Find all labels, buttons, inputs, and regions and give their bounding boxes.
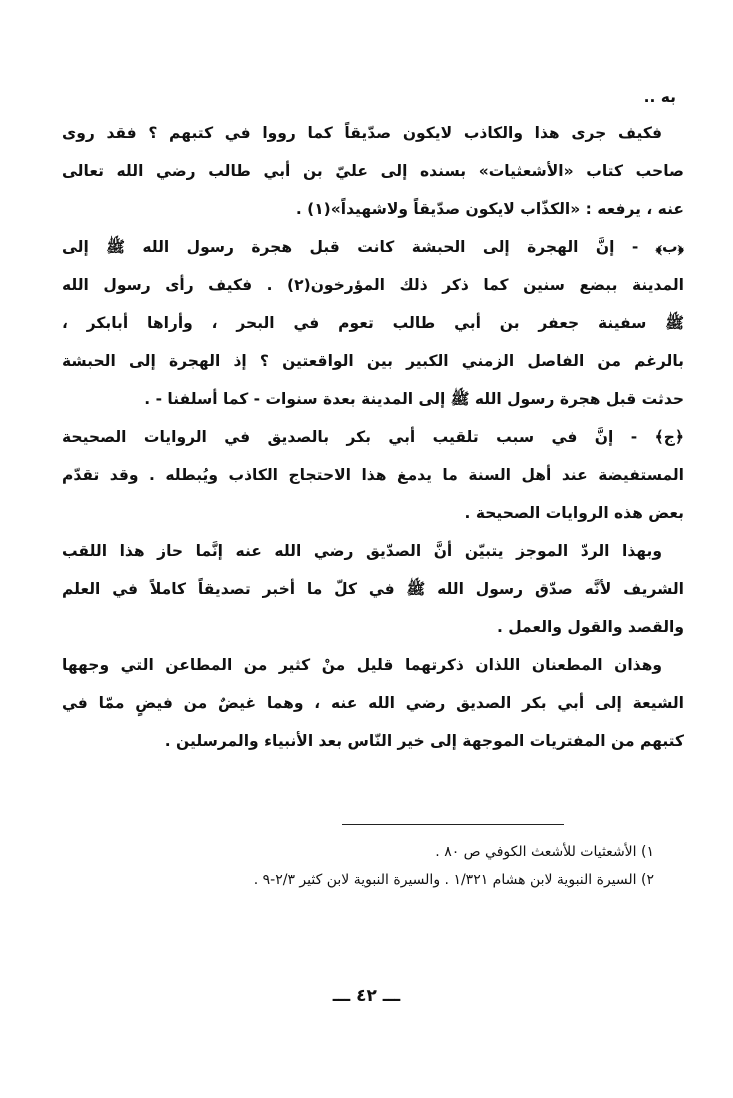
footnotes [62, 838, 654, 894]
text-line-18: كتبهم من المفتريات الموجهة إلى خير النّاس بعد الأنبياء والمرسلين . [164, 732, 684, 750]
text-line-1: به .. [643, 88, 676, 106]
text-line-6: المدينة ببضع سنين كما ذكر ذلك المؤرخون(٢) . فكيف رأى رسول الله [62, 276, 684, 294]
text-line-10: ﴿ج﴾ - إنَّ في سبب تلقيب أبي بكر بالصديق في الروايات الصحيحة [62, 428, 684, 446]
page-number: ـــ ٤٢ ـــ [332, 986, 401, 1006]
text-line-16: وهذان المطعنان اللذان ذكرتهما قليل منْ كثير من المطاعن التي وجهها [62, 656, 662, 674]
text-line-11: المستفيضة عند أهل السنة ما يدمغ هذا الاحتجاج الكاذب ويُبطله . وقد تقدّم [62, 466, 684, 484]
text-line-15: والقصد والقول والعمل . [496, 618, 684, 636]
footnote-2: ٢) السيرة النبوية لابن هشام ١/٣٢١ . والسيرة النبوية لابن كثير ٢/٣-٩ . [253, 872, 654, 888]
text-line-2: فكيف جرى هذا والكاذب لايكون صدّيقاً كما رووا في كتبهم ؟ فقد روى [62, 124, 662, 142]
footnote-divider [342, 824, 564, 825]
text-line-17: الشيعة إلى أبي بكر الصديق رضي الله عنه ، وهما غيضٌ من فيضٍ ممّا في [62, 694, 684, 712]
text-line-12: بعض هذه الروايات الصحيحة . [464, 504, 684, 522]
text-line-3: صاحب كتاب «الأشعثيات» بسنده إلى عليّ بن أبي طالب رضي الله تعالى [62, 162, 684, 180]
text-line-8: بالرغم من الفاصل الزمني الكبير بين الواقعتين ؟ إذ الهجرة إلى الحبشة [62, 352, 684, 370]
main-text [62, 78, 684, 760]
text-line-4: عنه ، يرفعه : «الكذّاب لايكون صدّيقاً ولاشهيداً»(١) . [295, 200, 684, 218]
text-line-7: ﷺ سفينة جعفر بن أبي طالب تعوم في البحر ، وأراها أبابكر ، [62, 314, 684, 332]
text-line-14: الشريف لأنَّه صدّق رسول الله ﷺ في كلّ ما أخبر تصديقاً كاملاً في العلم [62, 580, 684, 598]
footnote-1: ١) الأشعثيات للأشعث الكوفي ص ٨٠ . [435, 844, 654, 860]
text-line-9: حدثت قبل هجرة رسول الله ﷺ إلى المدينة بعدة سنوات - كما أسلفنا - . [144, 390, 684, 408]
text-line-5: ﴿ب﴾ - إنَّ الهجرة إلى الحبشة كانت قبل هجرة رسول الله ﷺ إلى [62, 238, 684, 256]
text-line-13: وبهذا الردّ الموجز يتبيّن أنَّ الصدّيق رضي الله عنه إنَّما حاز هذا اللقب [62, 542, 662, 560]
